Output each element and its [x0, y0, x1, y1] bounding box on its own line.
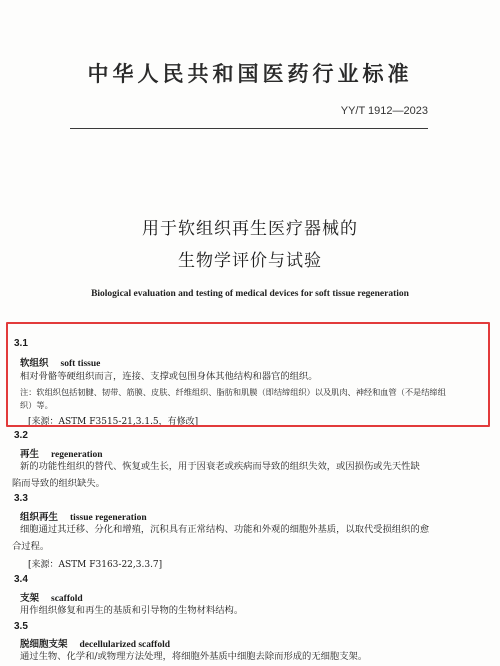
- section-number: 3.2: [14, 430, 28, 441]
- section-number: 3.1: [14, 338, 28, 349]
- highlight-box: [6, 322, 490, 427]
- term-definition: 通过生物、化学和/或物理方法处理，将细胞外基质中细胞去除而形成的无细胞支架。: [20, 651, 368, 662]
- term-zh: 软组织: [20, 358, 49, 369]
- document-title-english: Biological evaluation and testing of medical devices for soft tissue regeneration: [91, 289, 409, 299]
- document-title-line-2: 生物学评价与试验: [178, 251, 322, 271]
- term-note-line-2: 织）等。: [20, 400, 53, 410]
- term-zh: 脱细胞支架: [20, 639, 68, 650]
- document-title-line-1: 用于软组织再生医疗器械的: [142, 219, 358, 239]
- standard-code: YY/T 1912—2023: [340, 105, 428, 117]
- term-en: scaffold: [51, 594, 83, 604]
- term-en: regeneration: [51, 450, 103, 460]
- term-zh: 再生: [20, 449, 40, 460]
- term-definition: 相对骨骼等硬组织而言，连接、支撑或包围身体其他结构和器官的组织。: [20, 371, 318, 382]
- term-note-line-1: 注：软组织包括韧腱、韧带、筋膜、皮肤、纤维组织、脂肪和肌膜（即结缔组织）以及肌肉、神经和血管（不是结缔组: [20, 387, 446, 397]
- term-en: decellularized scaffold: [79, 640, 171, 650]
- term-source: [来源：ASTM F3163-22,3.3.7]: [28, 560, 163, 570]
- section-number: 3.4: [14, 574, 28, 585]
- term-en: tissue regeneration: [70, 513, 147, 523]
- term-zh: 支架: [20, 593, 40, 604]
- standard-organization-title: 中华人民共和国医药行业标准: [87, 62, 413, 86]
- term-definition-line-1: 细胞通过其迁移、分化和增殖，沉积具有正常结构、功能和外观的细胞外基质，以取代受损组织的愈: [20, 524, 430, 535]
- term-en: soft tissue: [60, 359, 101, 369]
- term-definition: 用作组织修复和再生的基质和引导物的生物材料结构。: [20, 605, 244, 616]
- term-zh: 组织再生: [20, 512, 59, 523]
- term-definition-line-2: 陷而导致的组织缺失。: [12, 478, 105, 489]
- term-source: [来源：ASTM F3515-21,3.1.5，有修改]: [28, 417, 199, 427]
- header-divider: [70, 128, 428, 129]
- section-number: 3.3: [14, 493, 28, 504]
- term-definition-line-2: 合过程。: [12, 541, 50, 552]
- term-definition-line-1: 新的功能性组织的替代、恢复或生长，用于因衰老或疾病而导致的组织失效，或因损伤或先天性缺: [20, 461, 420, 472]
- section-number: 3.5: [14, 621, 28, 632]
